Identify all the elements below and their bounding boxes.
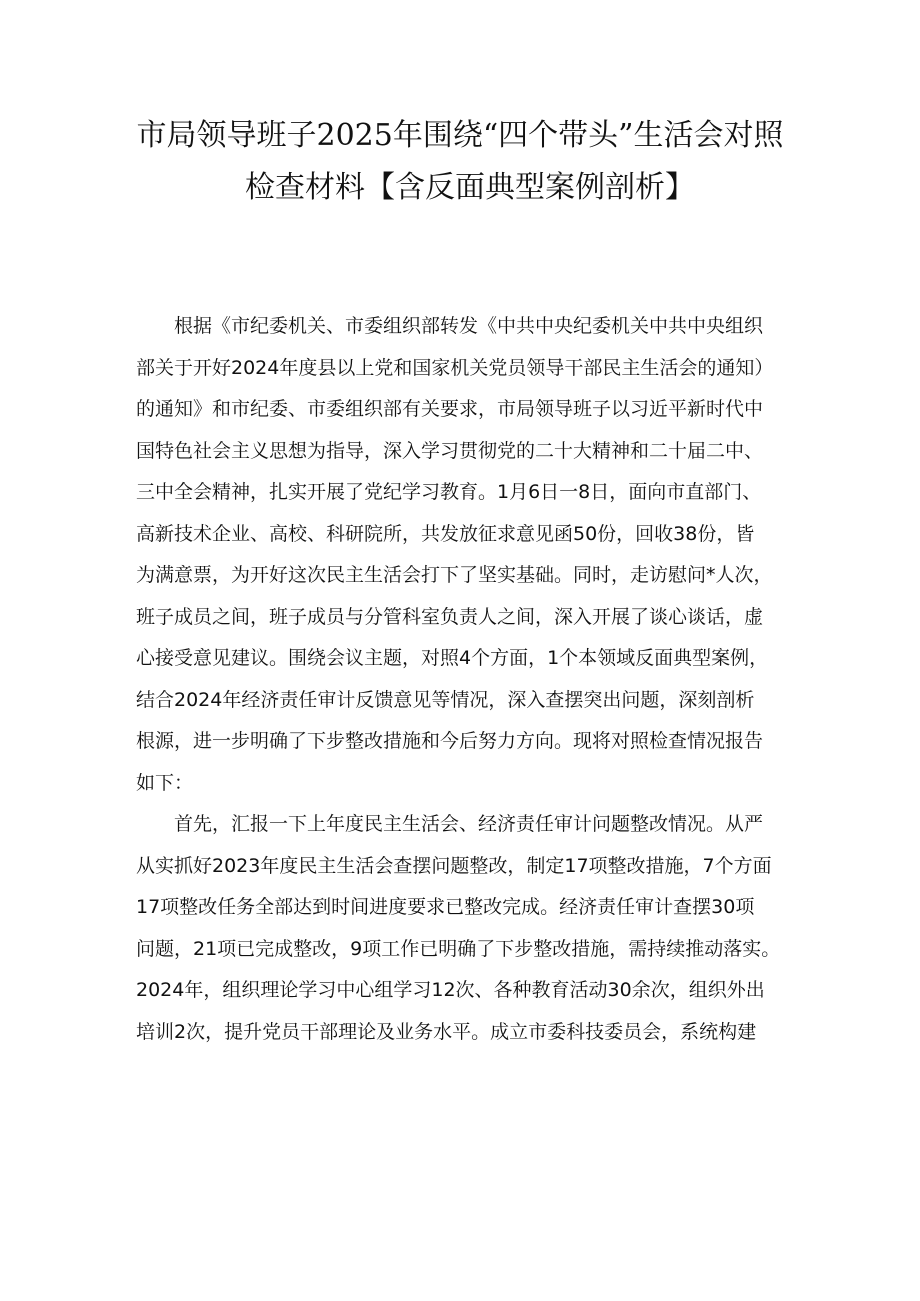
paragraph-line: 培训2次，提升党员干部理论及业务水平。成立市委科技委员会，系统构建: [136, 1020, 757, 1043]
paragraph-line: 从实抓好2023年度民主生活会查摆问题整改，制定17项整改措施，7个方面: [136, 854, 772, 877]
paragraph-line: 结合2024年经济责任审计反馈意见等情况，深入查摆突出问题，深刻剖析: [136, 688, 755, 711]
paragraph-line: 2024年，组织理论学习中心组学习12次、各种教育活动30余次，组织外出: [136, 979, 765, 1001]
paragraph-line: 班子成员之间，班子成员与分管科室负责人之间，深入开展了谈心谈话，虚: [136, 605, 764, 628]
document-body: [136, 306, 800, 1053]
paragraph-line: 高新技术企业、高校、科研院所，共发放征求意见函50份，回收38份，皆: [136, 522, 755, 545]
paragraph-line: 部关于开好2024年度县以上党和国家机关党员领导干部民主生活会的通知）: [136, 356, 774, 379]
paragraph-line: 根据《市纪委机关、市委组织部转发《中共中央纪委机关中共中央组织: [174, 315, 764, 337]
title-line-2: 检查材料【含反面典型案例剖析】: [245, 170, 695, 205]
paragraph-intro: [136, 306, 800, 804]
paragraph-line: 17项整改任务全部达到时间进度要求已整改完成。经济责任审计查摆30项: [136, 896, 755, 918]
paragraph-line: 根源，进一步明确了下步整改措施和今后努力方向。现将对照检查情况报告: [136, 730, 764, 752]
paragraph-rectification: [136, 804, 800, 1053]
paragraph-line: 首先，汇报一下上年度民主生活会、经济责任审计问题整改情况。从严: [174, 813, 764, 835]
paragraph-line: 三中全会精神，扎实开展了党纪学习教育。1月6日一8日，面向市直部门、: [136, 481, 762, 503]
document-title: [0, 110, 920, 214]
paragraph-line: 的通知》和市纪委、市委组织部有关要求，市局领导班子以习近平新时代中: [136, 398, 764, 420]
paragraph-line: 为满意票，为开好这次民主生活会打下了坚实基础。同时，走访慰问*人次，: [136, 564, 773, 586]
paragraph-line: 心接受意见建议。围绕会议主题，对照4个方面，1个本领域反面典型案例，: [136, 647, 769, 669]
paragraph-line: 国特色社会主义思想为指导，深入学习贯彻党的二十大精神和二十届二中、: [136, 439, 764, 462]
paragraph-line: 如下：: [136, 771, 194, 794]
title-line-1: 市局领导班子2025年围绕“四个带头”生活会对照: [136, 118, 784, 153]
paragraph-line: 问题，21项已完成整改，9项工作已明确了下步整改措施，需持续推动落实。: [136, 937, 781, 960]
